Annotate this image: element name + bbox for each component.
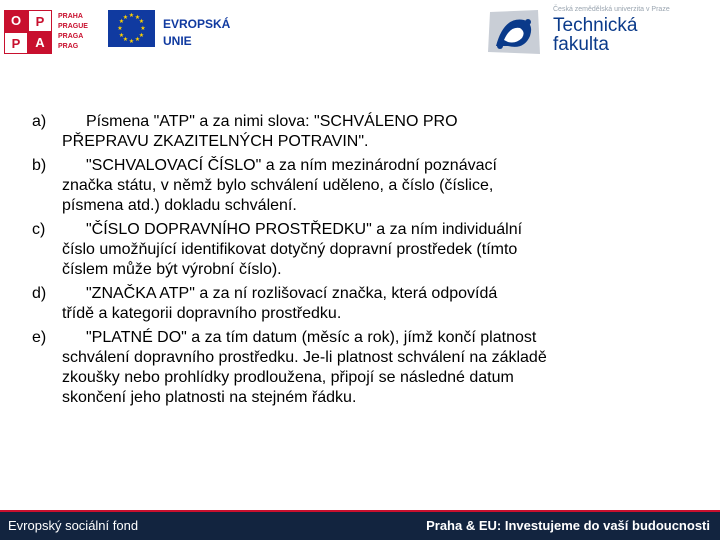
opp-letter-p1: P	[28, 10, 52, 32]
list-item-text: písmena atd.) dokladu schválení.	[62, 197, 297, 214]
prague-label	[58, 12, 98, 52]
list-item-text: "ZNAČKA ATP" a za ní rozlišovací značka, která odpovídá	[86, 285, 498, 302]
list-item-d	[32, 284, 688, 324]
svg-text:★: ★	[138, 32, 145, 39]
faculty-title	[553, 16, 638, 54]
eu-flag-icon	[108, 10, 155, 47]
opp-letter-o: O	[4, 10, 28, 32]
faculty-title-line: Technická	[553, 15, 638, 36]
footer-left-text: Evropský sociální fond	[8, 518, 139, 533]
list-item-text: "PLATNÉ DO" a za tím datum (měsíc a rok), jímž končí platnost	[86, 329, 537, 346]
list-item-text: číslem může být výrobní číslo).	[62, 261, 282, 278]
footer-accent-line	[0, 510, 720, 512]
svg-text:★: ★	[138, 18, 145, 25]
list-item-text: PŘEPRAVU ZKAZITELNÝCH POTRAVIN".	[62, 133, 369, 150]
eu-label	[163, 16, 230, 50]
svg-text:★: ★	[140, 25, 146, 32]
faculty-university-name: Česká zemědělská univerzita v Praze	[553, 6, 670, 13]
eu-stars-icon	[108, 10, 155, 47]
eu-line: UNIE	[163, 34, 192, 48]
prague-line: PRAGUE	[58, 23, 88, 30]
svg-text:★: ★	[128, 12, 135, 19]
opp-letter-p2: P	[4, 32, 28, 54]
list-item-text: zkoušky nebo prohlídky prodloužena, připojí se následné datum	[62, 369, 514, 386]
svg-text:★: ★	[134, 14, 141, 21]
svg-text:★: ★	[118, 32, 125, 39]
list-item-text: Písmena "ATP" a za nimi slova: "SCHVÁLENO PRO	[86, 113, 458, 130]
list-marker: c)	[32, 221, 46, 238]
list-item-text: značka státu, v němž bylo schválení uděleno, a číslo (číslice,	[62, 177, 494, 194]
svg-text:★: ★	[118, 18, 125, 25]
opp-logo	[4, 10, 52, 58]
opp-letter-a: A	[28, 32, 52, 54]
eu-line: EVROPSKÁ	[163, 17, 231, 31]
list-marker: a)	[32, 113, 47, 130]
list-item-e	[32, 328, 688, 408]
svg-text:★: ★	[122, 36, 129, 43]
footer-right-text: Praha & EU: Investujeme do vaší budoucnosti	[426, 518, 710, 533]
requirements-list	[32, 112, 688, 412]
faculty-emblem-icon	[484, 6, 544, 58]
prague-line: PRAGA	[58, 33, 84, 40]
faculty-title-line: fakulta	[553, 34, 609, 55]
prague-line: PRAHA	[58, 13, 83, 20]
svg-text:★: ★	[122, 14, 129, 21]
list-item-text: schválení dopravního prostředku. Je-li platnost schválení na základě	[62, 349, 547, 366]
list-item-a	[32, 112, 688, 152]
list-item-text: číslo umožňující identifikovat dotyčný dopravní prostředek (tímto	[62, 241, 518, 258]
list-item-c	[32, 220, 688, 280]
list-item-text: třídě a kategorii dopravního prostředku.	[62, 305, 342, 322]
svg-text:★: ★	[134, 36, 141, 43]
svg-text:★: ★	[117, 25, 123, 32]
list-item-text: "SCHVALOVACÍ ČÍSLO" a za ním mezinárodní poznávací	[86, 157, 497, 174]
list-marker: e)	[32, 329, 47, 346]
svg-text:★: ★	[128, 38, 135, 45]
prague-line: PRAG	[58, 43, 79, 50]
list-marker: d)	[32, 285, 47, 302]
footer-bar	[0, 510, 720, 540]
list-item-b	[32, 156, 688, 216]
list-marker: b)	[32, 157, 47, 174]
list-item-text: skončení jeho platnosti na stejném řádku.	[62, 389, 357, 406]
list-item-text: "ČÍSLO DOPRAVNÍHO PROSTŘEDKU" a za ním individuální	[86, 221, 523, 238]
